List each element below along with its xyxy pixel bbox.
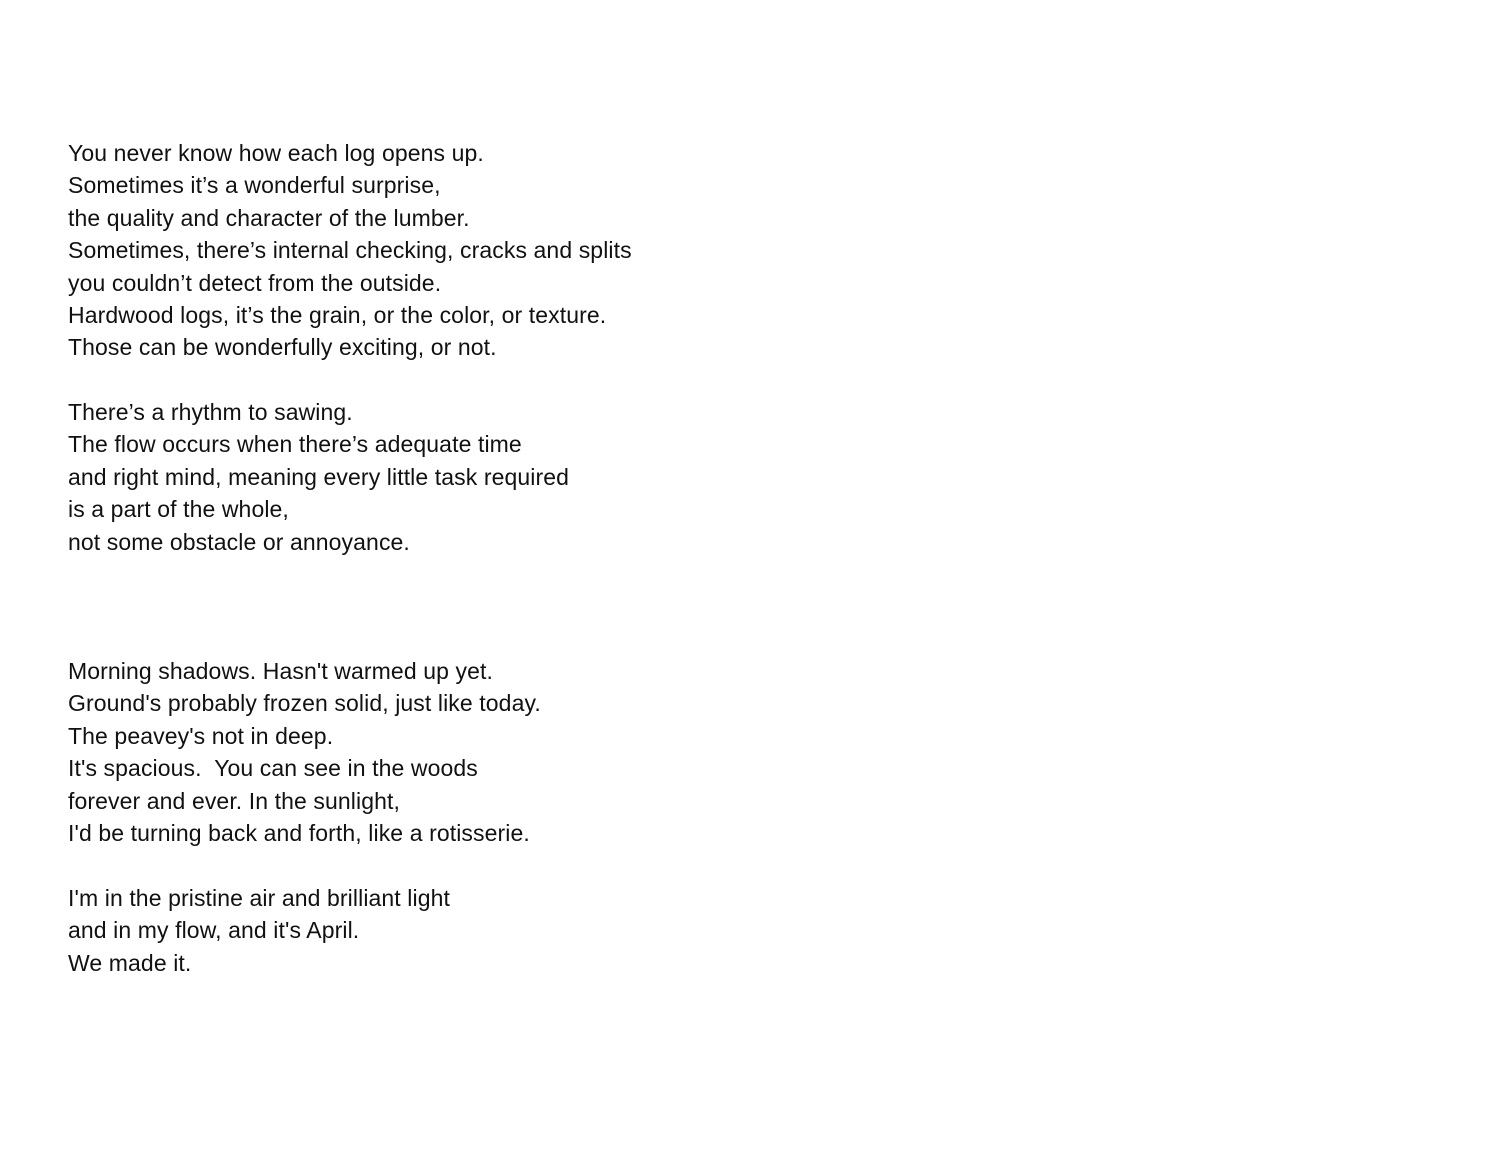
poem-line: We made it.	[68, 949, 192, 976]
poem-line: not some obstacle or annoyance.	[68, 528, 410, 555]
poem-line: Sometimes it’s a wonderful surprise,	[68, 172, 441, 199]
poem-line: I'd be turning back and forth, like a rotisserie.	[68, 819, 530, 846]
poem-line: you couldn’t detect from the outside.	[68, 269, 442, 296]
poem-line: is a part of the whole,	[68, 496, 289, 523]
poem-line: Morning shadows. Hasn't warmed up yet.	[68, 658, 493, 684]
poem-line: Ground's probably frozen solid, just like today.	[68, 690, 541, 717]
poem-line: the quality and character of the lumber.	[68, 204, 470, 231]
poem-line: It's spacious. You can see in the woods	[68, 755, 478, 782]
stanza-3	[68, 655, 541, 849]
poem-line: There’s a rhythm to sawing.	[68, 399, 353, 425]
stanza-2	[68, 396, 569, 558]
poem-line: and right mind, meaning every little task required	[68, 463, 570, 490]
poem-line: Sometimes, there’s internal checking, cracks and splits	[68, 237, 632, 264]
poem-line: The flow occurs when there’s adequate time	[68, 431, 522, 458]
stanza-4	[68, 882, 450, 979]
poem-line: and in my flow, and it's April.	[68, 917, 360, 944]
poem-line: Those can be wonderfully exciting, or not.	[68, 334, 497, 361]
stanza-1	[68, 137, 632, 364]
poem-line: Hardwood logs, it’s the grain, or the color, or texture.	[68, 301, 607, 328]
poem-line: forever and ever. In the sunlight,	[68, 787, 400, 814]
poem-line: You never know how each log opens up.	[68, 140, 484, 166]
poem-line: The peavey's not in deep.	[68, 722, 334, 749]
poem-line: I'm in the pristine air and brilliant light	[68, 885, 450, 911]
